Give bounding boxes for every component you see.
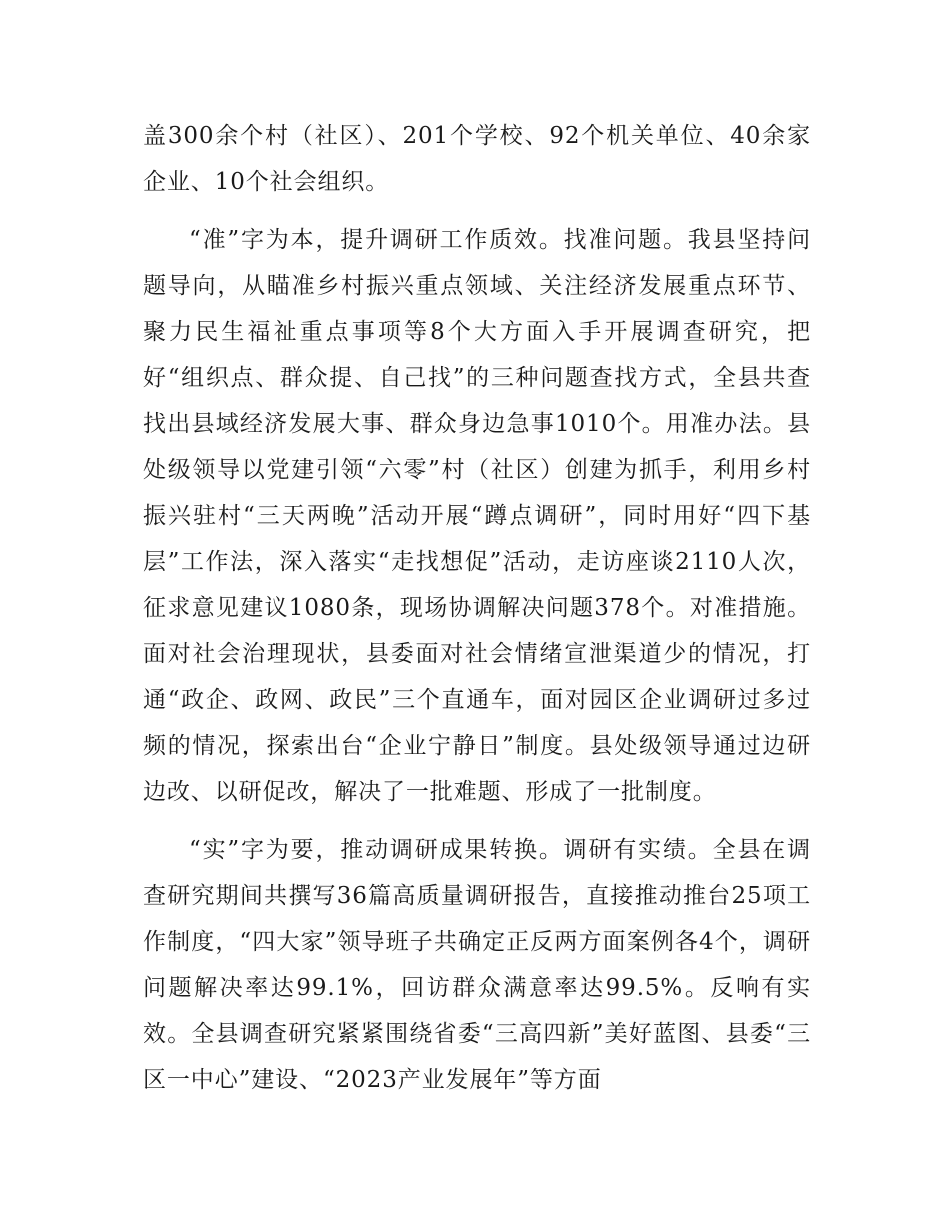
paragraph-shi: “实”字为要，推动调研成果转换。调研有实绩。全县在调查研究期间共撰写36篇高质量调研报告，直接推动推台25项工作制度，“四大家”领导班子共确定正反两方面案例各4个，调研问题解决率达99.1%，回访群众满意率达99.5%。反响有实效。全县调查研究紧紧围绕省委“三高四新”美好蓝图、县委“三区一中心”建设、“2023产业发展年”等方面 <box>143 837 811 1093</box>
paragraph-zhun: “准”字为本，提升调研工作质效。找准问题。我县坚持问题导向，从瞄准乡村振兴重点领域、关注经济发展重点环节、聚力民生福祉重点事项等8个大方面入手开展调查研究，把好“组织点、群众提、自己找”的三种问题查找方式，全县共查找出县域经济发展大事、群众身边急事1010个。用准办法。县处级领导以党建引领“六零”村（社区）创建为抓手，利用乡村振兴驻村“三天两晚”活动开展“蹲点调研”，同时用好“四下基层”工作法，深入落实“走找想促”活动，走访座谈2110人次，征求意见建议1080条，现场协调解决问题378个。对准措施。面对社会治理现状，县委面对社会情绪宣泄渠道少的情况，打通“政企、政网、政民”三个直通车，面对园区企业调研过多过频的情况，探索出台“企业宁静日”制度。县处级领导通过边研边改、以研促改，解决了一批难题、形成了一批制度。 <box>143 227 811 805</box>
document-body <box>143 113 811 1115</box>
paragraph-continuation: 盖300余个村（社区）、201个学校、92个机关单位、40余家企业、10个社会组织。 <box>143 123 811 195</box>
